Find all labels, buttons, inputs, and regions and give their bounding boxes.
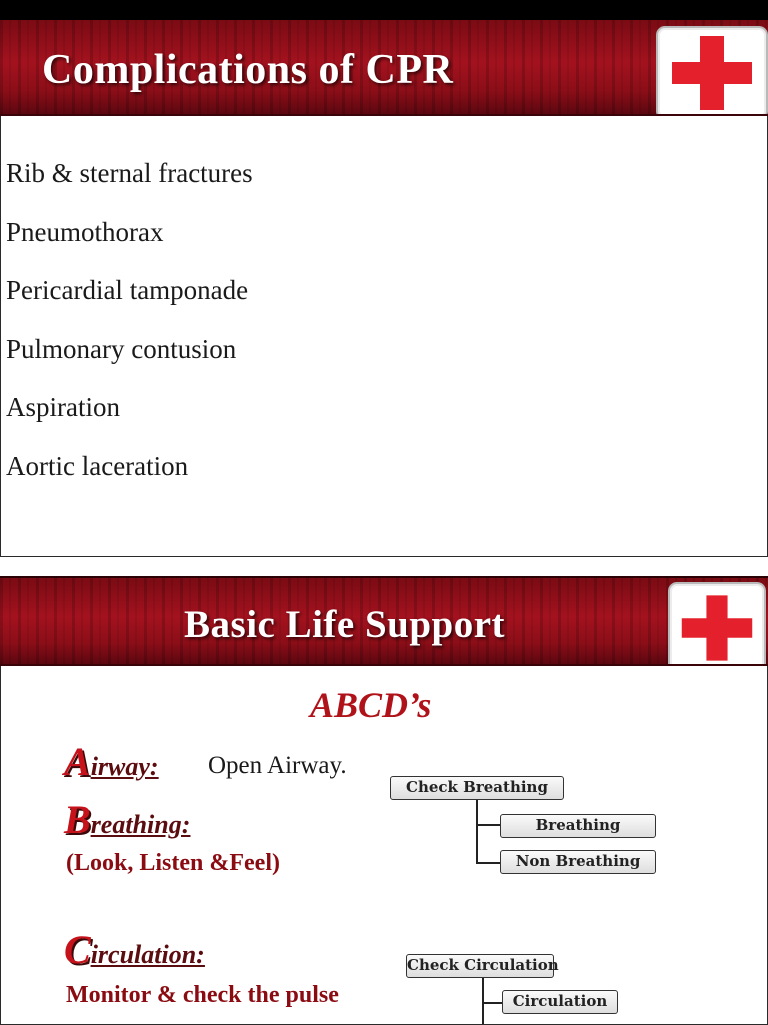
check-circulation-box: Check Circulation <box>406 954 554 978</box>
list-item: Rib & sternal fractures <box>6 158 253 188</box>
slide2-subtitle: ABCD’s <box>310 685 432 725</box>
circulation-heading <box>64 926 205 973</box>
breathing-rest: reathing: <box>90 810 191 839</box>
red-cross-icon <box>656 26 768 116</box>
list-item: Aspiration <box>6 392 120 423</box>
flow-connector <box>476 824 500 826</box>
slide-gap <box>0 557 768 576</box>
red-cross-icon <box>668 582 766 666</box>
non-breathing-box: Non Breathing <box>500 850 656 874</box>
check-breathing-box: Check Breathing <box>390 776 564 800</box>
flow-connector <box>476 800 478 864</box>
slide1-title: Complications of CPR <box>42 47 454 93</box>
top-bar <box>0 0 768 20</box>
complications-list <box>6 152 253 504</box>
airway-text: Open Airway. <box>208 752 347 779</box>
slide1-banner <box>0 20 768 116</box>
breathing-letter: B <box>64 797 91 842</box>
breathing-box: Breathing <box>500 814 656 838</box>
flow-connector <box>482 978 484 1024</box>
list-item: Pericardial tamponade <box>6 275 249 306</box>
airway-rest: irway: <box>90 752 159 781</box>
list-item: Aortic laceration <box>6 450 189 481</box>
circulation-box: Circulation <box>502 990 618 1014</box>
list-item: Pneumothorax <box>6 216 164 247</box>
flow-connector <box>482 1002 502 1004</box>
circulation-letter: C <box>64 927 91 972</box>
slide2-banner <box>0 576 768 666</box>
circulation-text: Monitor & check the pulse <box>66 982 339 1008</box>
circulation-rest: irculation: <box>90 940 205 969</box>
airway-heading <box>64 738 159 785</box>
breathing-heading <box>64 796 190 843</box>
airway-letter: A <box>64 739 91 784</box>
list-item: Pulmonary contusion <box>6 333 237 364</box>
slide2-title: Basic Life Support <box>184 603 506 646</box>
flow-connector <box>476 862 500 864</box>
breathing-text: (Look, Listen &Feel) <box>66 850 280 876</box>
